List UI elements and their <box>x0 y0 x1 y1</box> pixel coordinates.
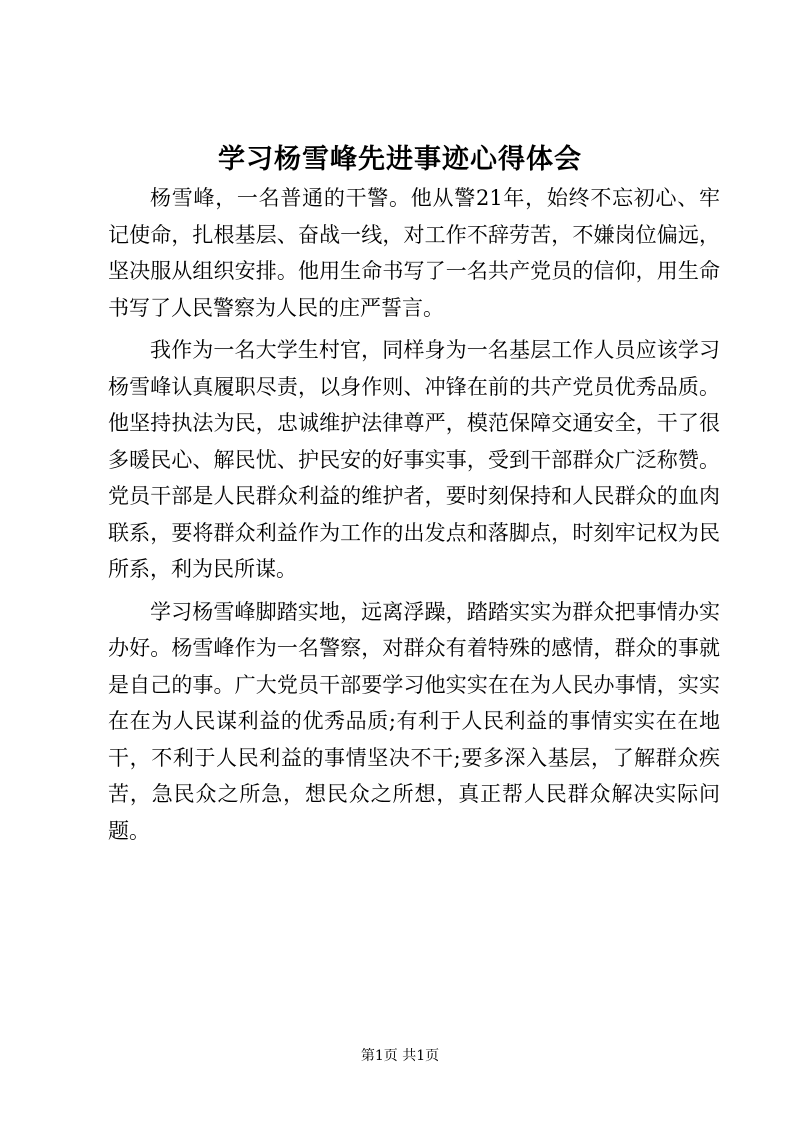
document-body <box>108 180 720 849</box>
paragraph-1: 杨雪峰，一名普通的干警。他从警21年，始终不忘初心、牢记使命，扎根基层、奋战一线，对工作不辞劳苦，不嫌岗位偏远，坚决服从组织安排。他用生命书写了一名共产党员的信仰，用生命书写了人民警察为人民的庄严誓言。 <box>108 186 720 320</box>
document-title: 学习杨雪峰先进事迹心得体会 <box>218 144 582 175</box>
page-footer: 第1页 共1页 <box>360 1048 440 1064</box>
paragraph-2: 我作为一名大学生村官，同样身为一名基层工作人员应该学习杨雪峰认真履职尽责，以身作则、冲锋在前的共产党员优秀品质。他坚持执法为民，忠诚维护法律尊严，模范保障交通安全，干了很多暖民心、解民忧、护民安的好事实事，受到干部群众广泛称赞。党员干部是人民群众利益的维护者，要时刻保持和人民群众的血肉联系，要将群众利益作为工作的出发点和落脚点，时刻牢记权为民所系，利为民所谋。 <box>108 338 720 581</box>
paragraph-3: 学习杨雪峰脚踏实地，远离浮躁，踏踏实实为群众把事情办实办好。杨雪峰作为一名警察，对群众有着特殊的感情，群众的事就是自己的事。广大党员干部要学习他实实在在为人民办事情，实实在在为人民谋利益的优秀品质;有利于人民利益的事情实实在在地干，不利于人民利益的事情坚决不干;要多深入基层，了解群众疾苦，急民众之所急，想民众之所想，真正帮人民群众解决实际问题。 <box>108 599 720 843</box>
